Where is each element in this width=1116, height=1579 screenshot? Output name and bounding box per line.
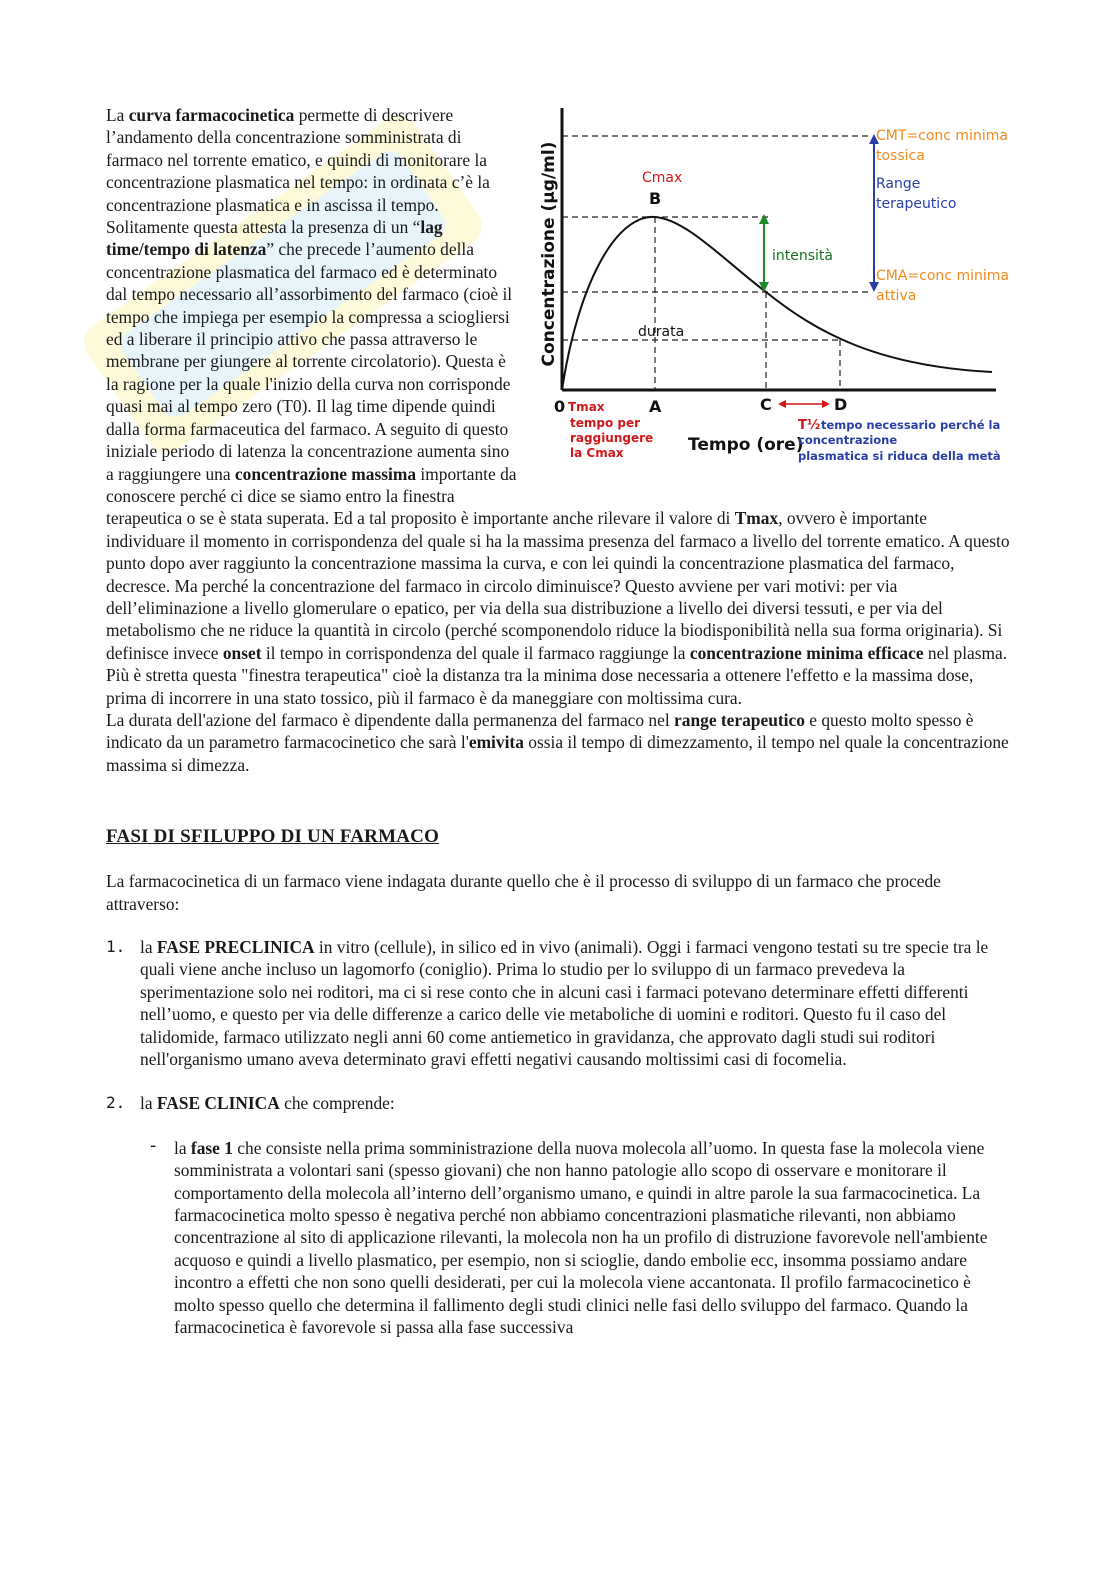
half-life-arrowhead-right <box>822 400 830 408</box>
intro-text: il tempo in corrispondenza del quale il farmaco raggiunge la <box>261 642 690 663</box>
pharmacokinetic-curve-figure <box>536 104 1024 486</box>
phase-list <box>106 936 1010 1339</box>
intensita-label: intensità <box>772 248 833 264</box>
intro-bold-cme: concentrazione minima efficace <box>689 642 924 663</box>
point-a-label: A <box>649 397 662 416</box>
x-axis-label: Tempo (ore) <box>688 435 804 455</box>
cmt-label-line-1: CMT=conc minima <box>876 128 1008 144</box>
cma-label-line-1: CMA=conc minima <box>876 268 1009 284</box>
thalf-label-line-2: concentrazione <box>798 433 898 447</box>
intro-bold-onset: onset <box>222 642 262 663</box>
tmax-label-line-1: Tmax <box>568 400 605 414</box>
concentration-curve <box>562 217 992 390</box>
intro-text: La durata dell'azione del farmaco è dipendente dalla permanenza del farmaco nel <box>106 709 675 730</box>
intro-bold-range: range terapeutico <box>674 709 805 730</box>
list-item <box>106 936 1010 1070</box>
intro-bold-curva: curva farmacocinetica <box>128 105 295 125</box>
cma-label-line-2: attiva <box>876 288 917 304</box>
sub-list-bold: fase 1 <box>190 1137 233 1158</box>
intro-text: permette di descrivere l’andamento della concentrazione somministrata di farmaco nel torrente ematico, e quindi di monitorare la concentrazione plasmatica nel tempo: in ordinata c’è la concentrazione plasmatica e in ascissa il tempo. Solitamente questa attesta la presenza di un “ <box>106 105 490 238</box>
intro-text: importante da conoscere perché ci dice se siamo entro la finestra terapeutica o se è stata superata. Ed a tal proposito è importante anche rilevare il valore di <box>106 463 735 529</box>
intro-text: e questo molto spesso è indicato da un parametro farmacocinetico che sarà l' <box>106 709 974 753</box>
list-item <box>106 1092 1010 1114</box>
list-number: 1. <box>106 937 126 956</box>
point-d-label: D <box>834 395 848 414</box>
point-c-label: C <box>760 395 772 414</box>
intro-text: ossia il tempo di dimezzamento, il tempo nel quale la concentrazione massima si dimezza. <box>106 732 1009 775</box>
cmax-label: Cmax <box>642 170 683 186</box>
list-item-bold: FASE CLINICA <box>156 1093 280 1114</box>
sub-list-dash: - <box>150 1135 157 1156</box>
range-label-line-1: Range <box>876 176 921 192</box>
origin-label: 0 <box>554 397 566 416</box>
tmax-label-line-4: la Cmax <box>570 446 624 460</box>
list-item-text: che comprende: <box>279 1093 395 1114</box>
list-item-text: in vitro (cellule), in silico ed in vivo (animali). Oggi i farmaci vengono testati su tre specie tra le quali viene anche incluso un lagomorfo (coniglio). Prima lo studio per lo sviluppo di un farmaco prevedeva la sperimentazione solo nei roditori, ma ci si rese conto che in alcuni casi i farmaci potevano determinare effetti differenti nell’uomo, e questo per via delle differenze a carico delle vie metaboliche di uomini e roditori. Questo fu il caso del talidomide, farmaco utilizzato negli anni 60 come antiemetico in gravidanza, che approvato dagli studi sui roditori nell'organismo umano aveva determinato gravi effetti negativi causando moltissimi casi di focomelia. <box>140 937 989 1070</box>
intro-bold-tmax: Tmax <box>734 508 779 529</box>
thalf-label-line-1: tempo necessario perché la <box>821 418 1001 432</box>
list-number: 2. <box>106 1093 126 1113</box>
intro-text: ” che precede l’aumento della concentrazione plasmatica del farmaco ed è determinato dal tempo necessario all’assorbimento del farmaco (cioè il tempo che impiega per esempio la compressa a sciogliersi ed a liberare il principio attivo che passa attraverso le membrane per giungere al torrente circolatorio). Questa è la ragione per la quale l'inizio della curva non corrisponde quasi mai al tempo zero (T0). Il lag time dipende quindi dalla forma farmaceutica del farmaco. A seguito di questo iniziale periodo di latenza la concentrazione aumenta sino a raggiungere una <box>106 239 513 484</box>
cmt-label-line-2: tossica <box>876 148 925 164</box>
y-axis-label: Concentrazione (µg/ml) <box>539 141 559 367</box>
list-item-text: la <box>140 937 157 957</box>
intro-text: La <box>106 105 129 125</box>
sub-list-item <box>106 1137 1010 1339</box>
thalf-symbol: T½ <box>798 418 821 433</box>
intro-bold-cmax: concentrazione massima <box>234 463 417 484</box>
section-intro: La farmacocinetica di un farmaco viene indagata durante quello che è il processo di sviluppo di un farmaco che procede attraverso: <box>106 871 941 914</box>
point-b-label: B <box>649 189 662 208</box>
range-label-line-2: terapeutico <box>876 196 957 212</box>
list-item-bold: FASE PRECLINICA <box>156 937 315 957</box>
thalf-label-line-3: plasmatica si riduca della metà <box>798 449 1001 463</box>
half-life-arrowhead-left <box>778 400 786 408</box>
list-item-text: la <box>140 1093 157 1114</box>
intro-bold-lag-time: lag time/tempo di latenza <box>106 217 443 260</box>
sub-list-text: la <box>174 1137 191 1158</box>
durata-label: durata <box>638 324 685 340</box>
intro-paragraph <box>106 104 1010 776</box>
intro-text: nel plasma. Più è stretta questa "finestra terapeutica" cioè la distanza tra la minima dose necessaria a ottenere l'effetto e la massima dose, prima di incorrere in una stato tossico, più il farmaco è da maneggiare con moltissima cura. <box>106 642 1008 708</box>
sub-list-text: che consiste nella prima somministrazione della nuova molecola all’uomo. In questa fase la molecola viene somministrata a volontari sani (spesso giovani) che non hanno patologie allo scopo di osservare e monitorare il comportamento della molecola all’interno dell’organismo umano, e quindi in altre parole la sua farmacocinetica. La farmacocinetica molto spesso è negativa perché non abbiamo concentrazioni plasmatiche rilevanti, non abbiamo concentrazione al sito di applicazione rilevanti, la molecola non ha un profilo di distruzione favorevole nell'ambiente acquoso e quindi a livello plasmatico, per esempio, non si scioglie, dando embolie ecc, insomma possiamo andare incontro a effetti che non sono quelli desiderati, per cui la molecola viene accantonata. Il profilo farmacocinetico è molto spesso quello che determina il fallimento degli studi clinici nelle fasi dello sviluppo del farmaco. Quando la farmacocinetica è favorevole si passa alla fase successiva <box>174 1137 988 1338</box>
tmax-label-line-3: raggiungere <box>570 431 654 445</box>
section-heading: FASI DI SFILUPPO DI UN FARMACO <box>106 826 440 848</box>
document-page <box>106 104 1010 1339</box>
intro-bold-emivita: emivita <box>468 732 524 753</box>
intensita-arrowhead-top <box>759 214 769 224</box>
tmax-label-line-2: tempo per <box>570 416 641 430</box>
intro-text: , ovvero è importante individuare il momento in corrispondenza del quale si ha la massima presenza del farmaco a livello del torrente ematico. A questo punto dopo aver raggiunto la concentrazione massima la curva, e con lei quindi la concentrazione plasmatica del farmaco, decresce. Ma perché la concentrazione del farmaco in circolo diminuisce? Questo avviene per vari motivi: per via dell’eliminazione a livello glomerulare o epatico, per via della sua distribuzione a livello dei diversi tessuti, e per via del metabolismo che ne riduce la quantità in circolo (perché scomponendolo riduce la biodisponibilità nella sua forma originaria). Si definisce invece <box>106 508 1010 663</box>
